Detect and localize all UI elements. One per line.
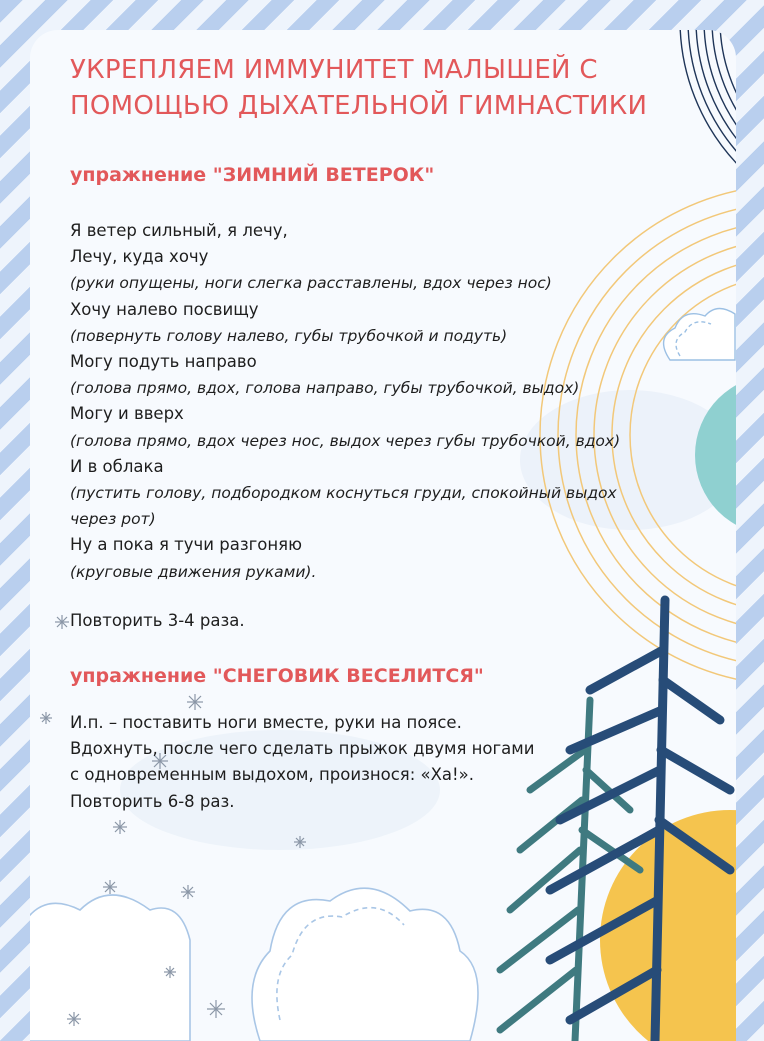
instruction-line: Повторить 6-8 раз. <box>70 791 235 811</box>
orbit-lines-icon <box>680 30 736 230</box>
instruction-note: (руки опущены, ноги слегка расставлены, вдох через нос) <box>70 274 552 293</box>
instruction-line: И.п. – поставить ноги вместе, руки на поясе. <box>70 713 462 732</box>
verse-line: Лечу, куда хочу <box>70 247 209 267</box>
verse-line: Ну а пока я тучи разгоняю <box>70 535 302 555</box>
cloud-icon <box>664 308 735 360</box>
cloud-icon <box>30 888 478 1041</box>
instruction-note: (голова прямо, вдох через нос, выдох через губы трубочкой, вдох) <box>70 431 621 450</box>
instruction-note: (пустить голову, подбородком коснуться груди, спокойный выдох <box>70 484 617 503</box>
instruction-line: с одновременным выдохом, произнося: «Ха!». <box>70 765 475 785</box>
verse-line: Я ветер сильный, я лечу, <box>70 221 288 240</box>
page-title: УКРЕПЛЯЕМ ИММУНИТЕТ МАЛЫШЕЙ С ПОМОЩЬЮ ДЫХАТЕЛЬНОЙ ГИМНАСТИКИ <box>70 55 648 121</box>
instruction-note: (голова прямо, вдох, голова направо, губы трубочкой, выдох) <box>70 379 580 398</box>
exercise-1-verse <box>70 218 670 585</box>
verse-line: Хочу налево посвищу <box>70 299 259 319</box>
verse-line: Могу и вверх <box>70 404 184 424</box>
verse-line: Могу подуть направо <box>70 352 257 372</box>
repeat-text: Повторить 3-4 раза. <box>70 611 245 630</box>
content-card <box>30 30 736 1041</box>
exercise-2-text <box>70 710 670 815</box>
exercise-2-title: упражнение "СНЕГОВИК ВЕСЕЛИТСЯ" <box>70 665 484 687</box>
instruction-note: (повернуть голову налево, губы трубочкой и подуть) <box>70 326 508 345</box>
exercise-1-repeat <box>70 608 670 634</box>
verse-line: И в облака <box>70 456 164 476</box>
instruction-note: (круговые движения руками). <box>70 562 317 581</box>
instruction-line: Вдохнуть, после чего сделать прыжок двумя ногами <box>70 739 535 759</box>
exercise-1-title: упражнение "ЗИМНИЙ ВЕТЕРОК" <box>70 164 435 186</box>
instruction-note: через рот) <box>70 510 156 529</box>
